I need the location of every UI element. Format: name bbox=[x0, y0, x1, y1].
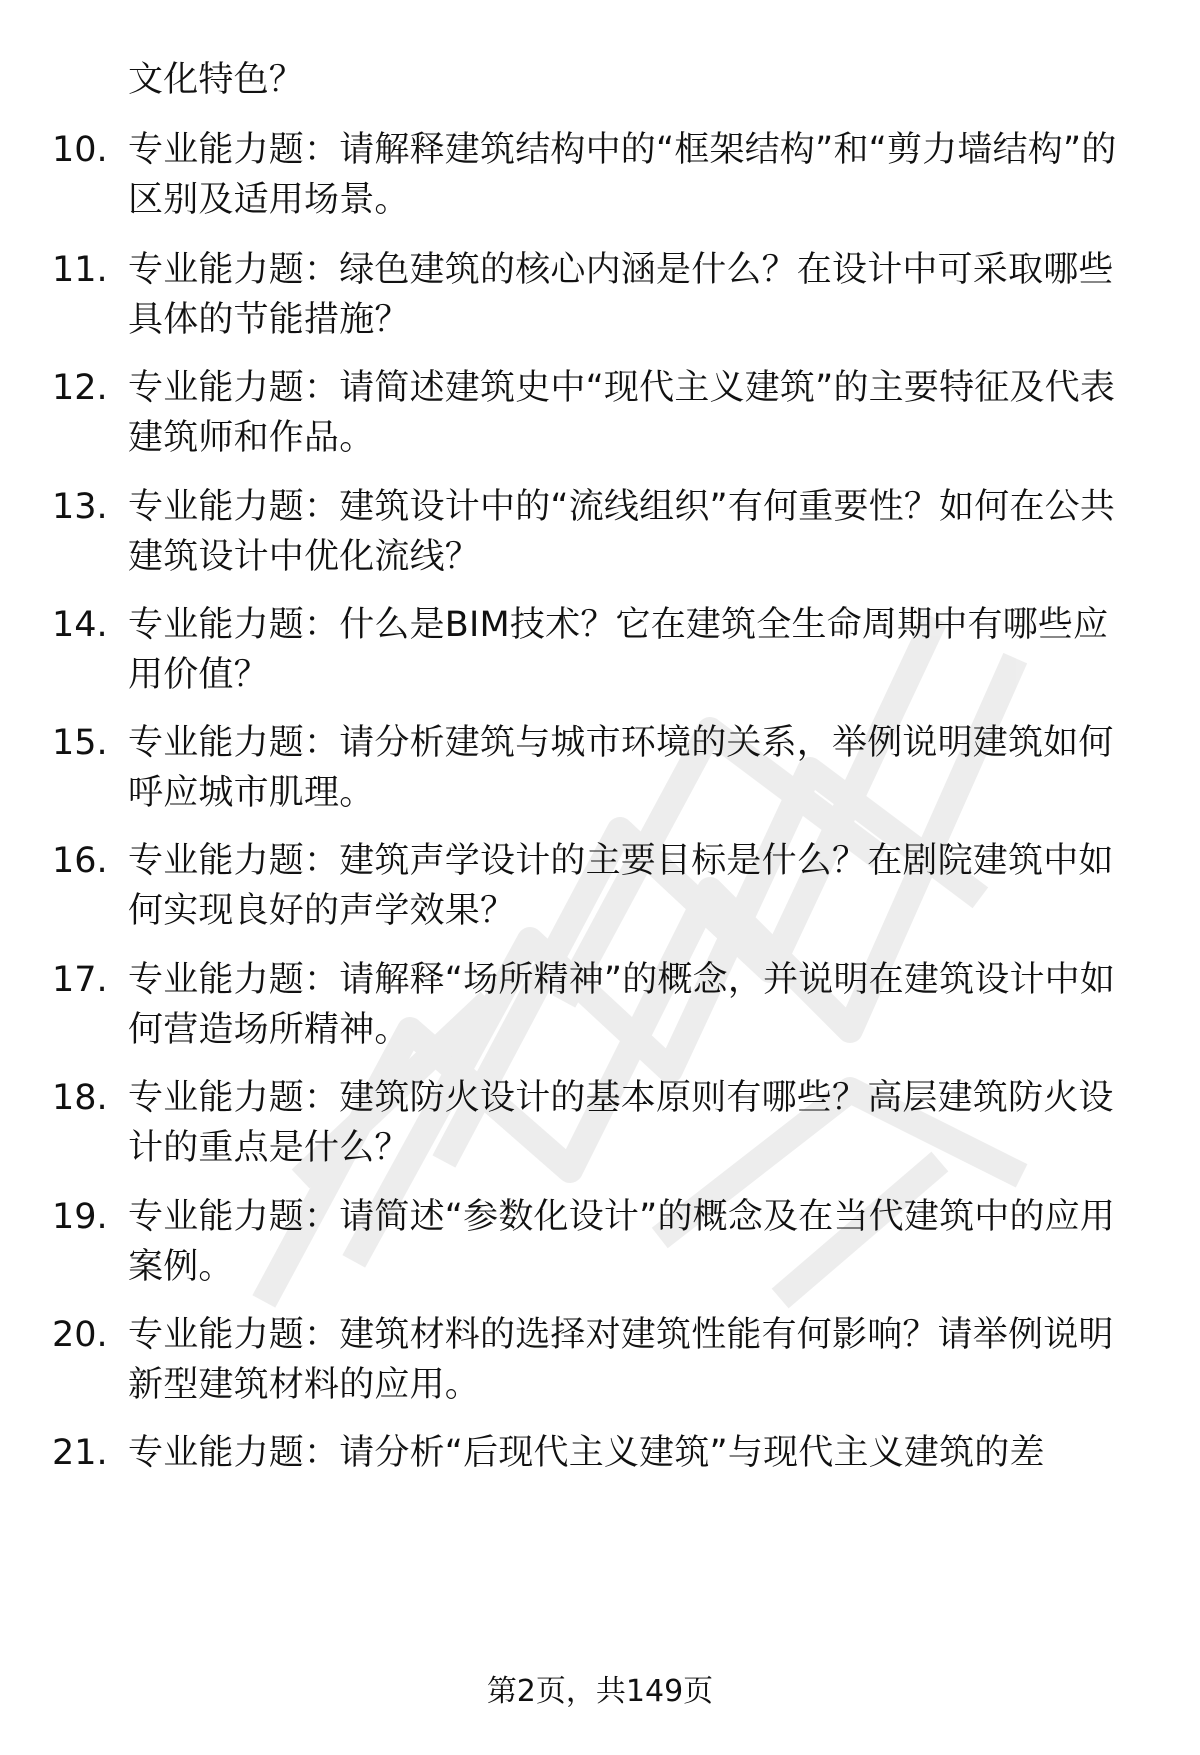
item-text: 专业能力题：建筑防火设计的基本原则有哪些？高层建筑防火设计的重点是什么？ bbox=[128, 1078, 1114, 1168]
item-number: 21. bbox=[52, 1433, 108, 1473]
item-number: 10. bbox=[52, 130, 108, 170]
item-text: 专业能力题：绿色建筑的核心内涵是什么？在设计中可采取哪些具体的节能措施？ bbox=[128, 250, 1114, 340]
item-text: 专业能力题：请分析建筑与城市环境的关系，举例说明建筑如何呼应城市肌理。 bbox=[128, 723, 1114, 813]
item-text: 专业能力题：建筑声学设计的主要目标是什么？在剧院建筑中如何实现良好的声学效果？ bbox=[128, 841, 1114, 931]
item-number: 11. bbox=[52, 250, 108, 290]
item-number: 18. bbox=[52, 1078, 108, 1118]
item-number: 20. bbox=[52, 1315, 108, 1355]
item-text: 专业能力题：请分析“后现代主义建筑”与现代主义建筑的差 bbox=[128, 1433, 1045, 1473]
item-number: 17. bbox=[52, 960, 108, 1000]
item-text: 专业能力题：请简述“参数化设计”的概念及在当代建筑中的应用案例。 bbox=[128, 1197, 1116, 1287]
item-number: 19. bbox=[52, 1197, 108, 1237]
item-number: 12. bbox=[52, 368, 108, 408]
item-number: 16. bbox=[52, 841, 108, 881]
item-text: 专业能力题：请解释建筑结构中的“框架结构”和“剪力墙结构”的区别及适用场景。 bbox=[128, 130, 1117, 220]
page-number-footer: 第2页，共149页 bbox=[486, 1674, 714, 1709]
item-text: 专业能力题：建筑材料的选择对建筑性能有何影响？请举例说明新型建筑材料的应用。 bbox=[128, 1315, 1114, 1405]
item-text: 文化特色？ bbox=[128, 60, 305, 100]
item-text: 专业能力题：什么是BIM技术？它在建筑全生命周期中有哪些应用价值？ bbox=[128, 605, 1109, 695]
item-text: 专业能力题：请解释“场所精神”的概念，并说明在建筑设计中如何营造场所精神。 bbox=[128, 960, 1116, 1050]
item-text: 专业能力题：请简述建筑史中“现代主义建筑”的主要特征及代表建筑师和作品。 bbox=[128, 368, 1116, 458]
item-number: 14. bbox=[52, 605, 108, 645]
item-text: 专业能力题：建筑设计中的“流线组织”有何重要性？如何在公共建筑设计中优化流线？ bbox=[128, 487, 1116, 577]
item-number: 15. bbox=[52, 723, 108, 763]
item-number: 13. bbox=[52, 487, 108, 527]
